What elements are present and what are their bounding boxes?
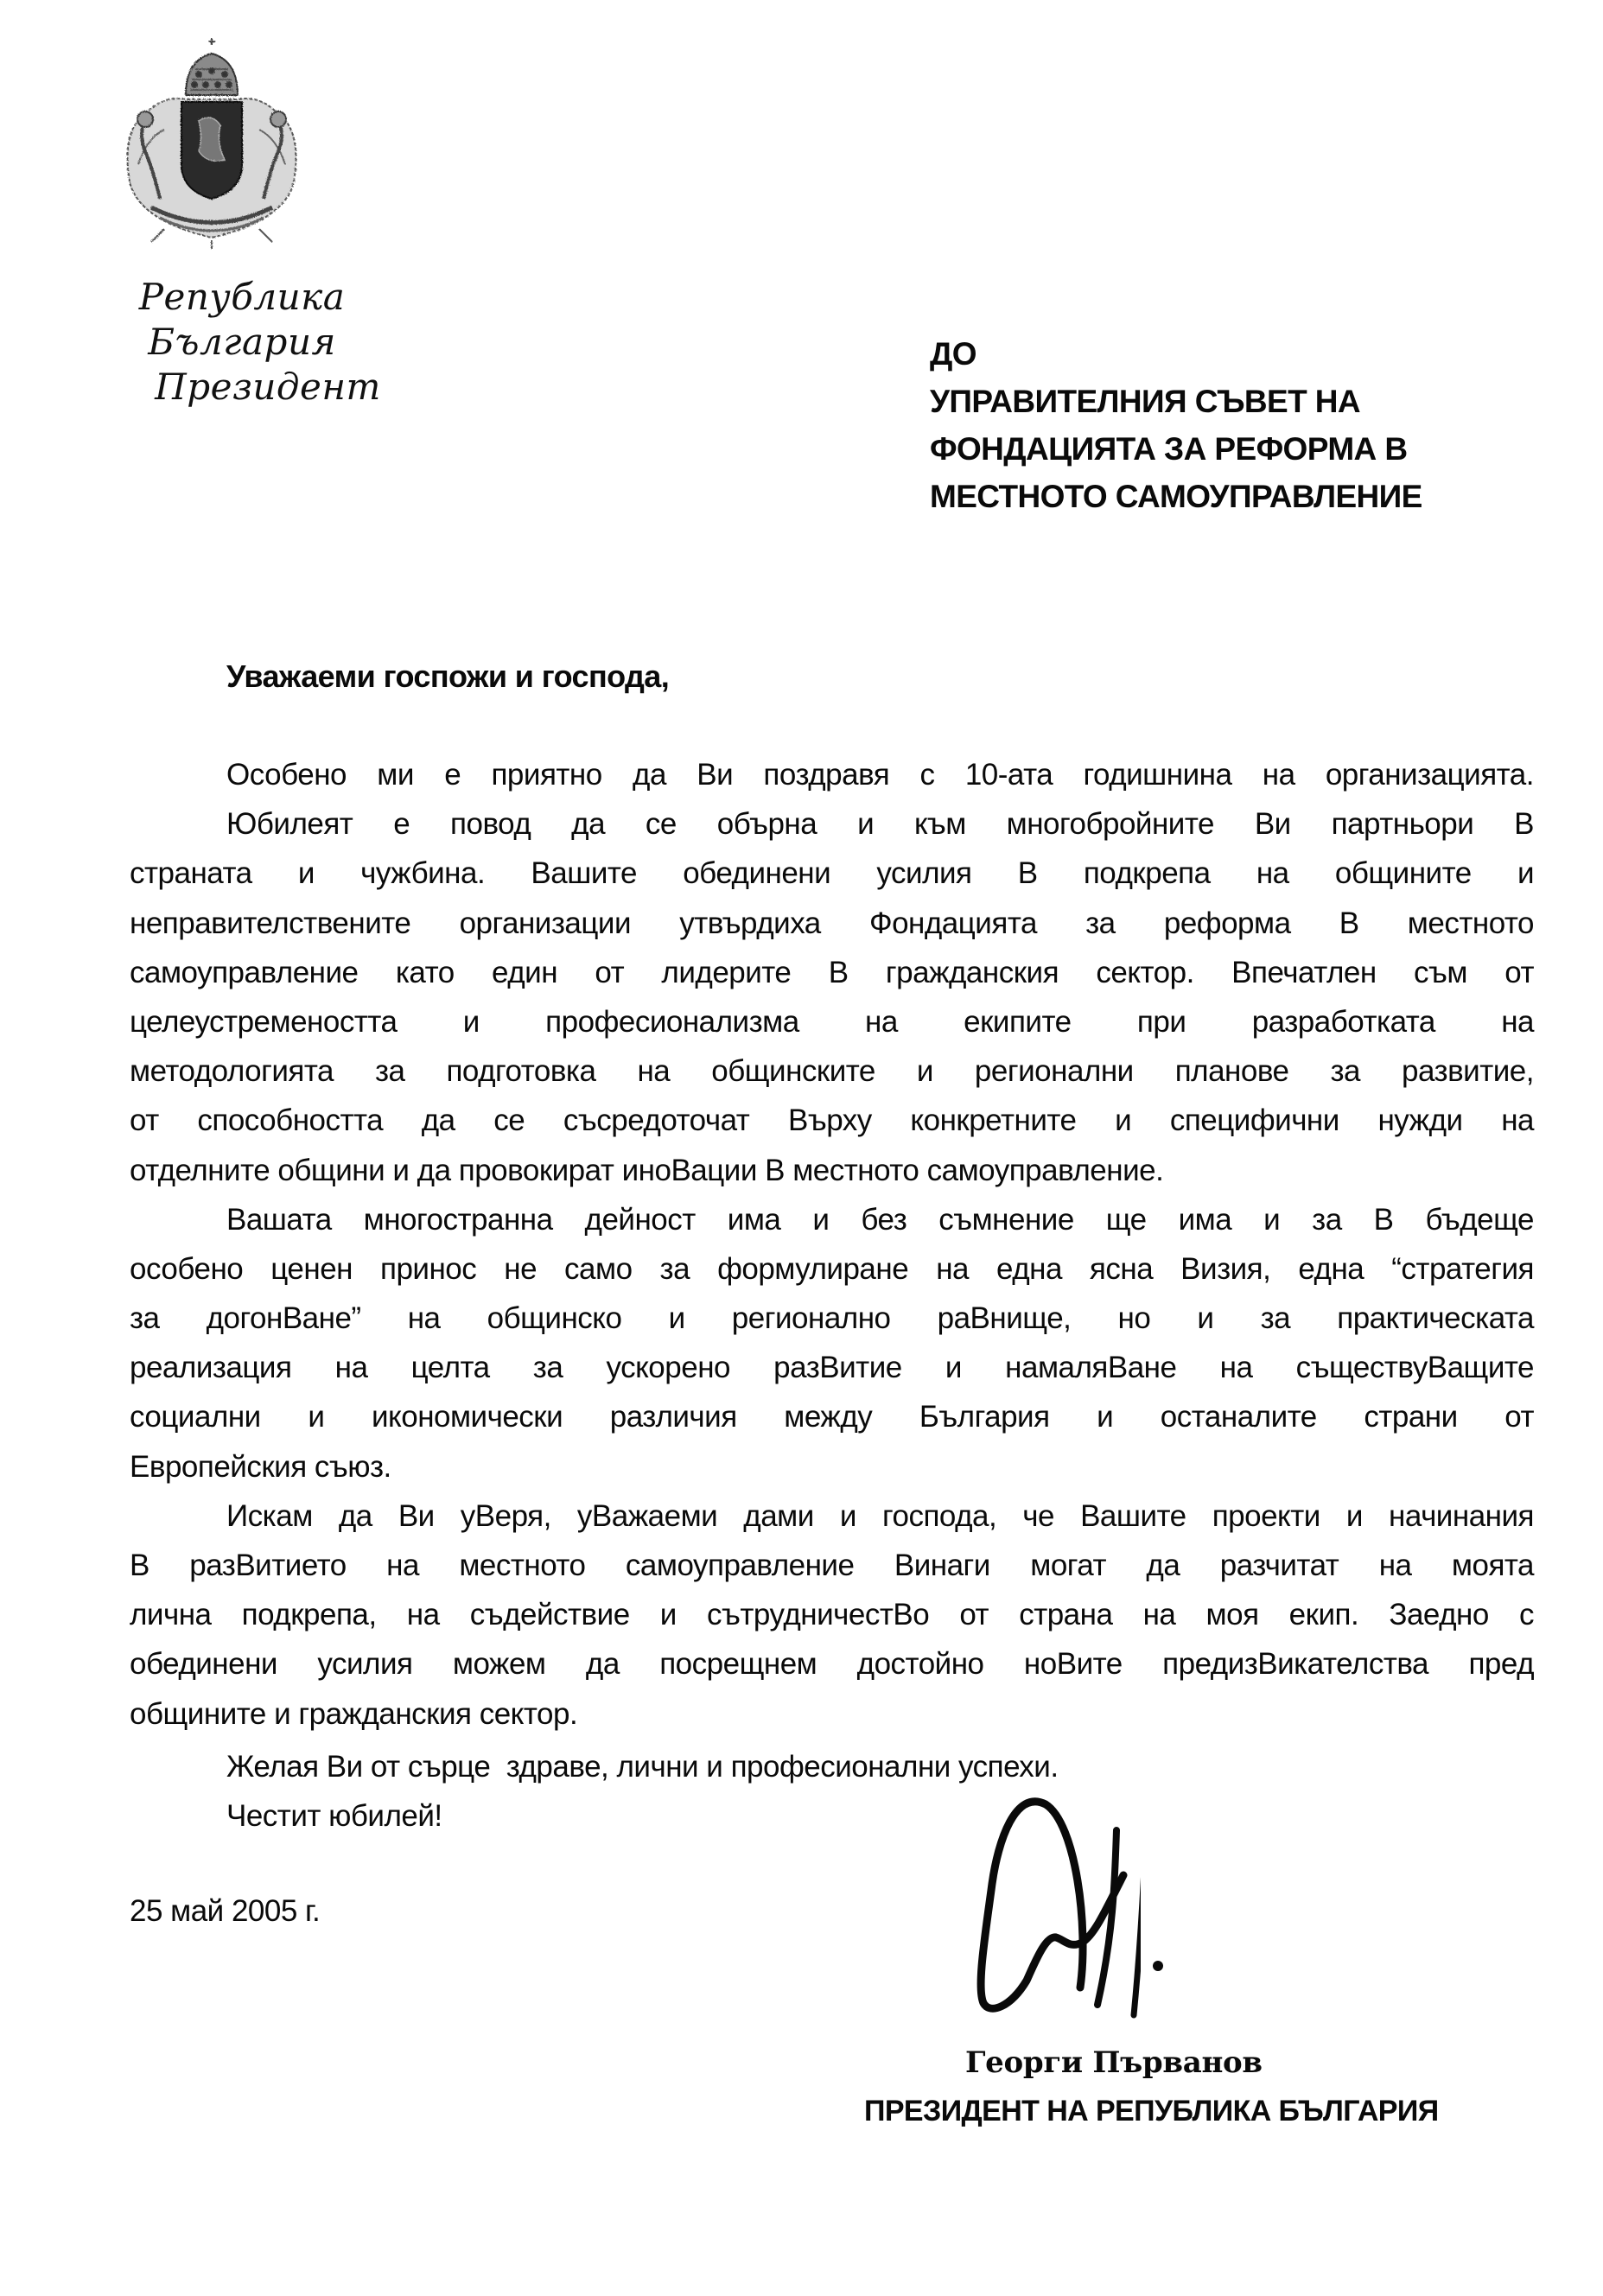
salutation: Уважаеми госпожи и господа, <box>226 658 670 694</box>
body-line: методологията за подготовка на общинските и регионални планове за развитие, <box>130 1054 1534 1089</box>
signature-dot <box>1149 1957 1167 1975</box>
closing-congrats: Честит юбилей! <box>226 1799 442 1833</box>
body-line: от способността да се съсредоточат Върху конкретните и специфични нужди на <box>130 1103 1534 1138</box>
recipient-line: ДО <box>930 336 976 372</box>
letter-date: 25 май 2005 г. <box>130 1894 321 1928</box>
body-line: самоуправление като един от лидерите В гражданския сектор. Впечатлен съм от <box>130 955 1534 989</box>
letterhead <box>60 275 423 410</box>
body-line: социални и икономически различия между България и останалите страни от <box>130 1400 1534 1434</box>
closing-wish: Желая Ви от сърце здраве, лични и професионални успехи. <box>226 1750 1059 1784</box>
recipient-address <box>930 330 1422 520</box>
body-line: особено ценен принос не само за формулиране на една ясна Визия, една “стратегия <box>130 1251 1534 1286</box>
body-line: целеустремеността и професионализма на екипите при разработката на <box>130 1004 1534 1039</box>
body-line: лична подкрепа, на съдействие и сътрудничестВо от страна на моя екип. Заедно с <box>130 1598 1534 1632</box>
body-line: страната и чужбина. Вашите обединени усилия В подкрепа на общините и <box>130 856 1534 891</box>
body-line: обединени усилия можем да посрещнем достойно ноВите предизВикателства пред <box>130 1647 1534 1682</box>
body-line: реализация на целта за ускорено разВитие и намаляВане на съществуВащите <box>130 1351 1534 1385</box>
signer-title: ПРЕЗИДЕНТ НА РЕПУБЛИКА БЪЛГАРИЯ <box>864 2095 1439 2127</box>
body-line: Особено ми е приятно да Ви поздравя с 10-ата годишнина на организацията. <box>226 758 1534 792</box>
body-line: за догонВане” на общинско и регионално раВнище, но и за практическата <box>130 1301 1534 1336</box>
body-line: Европейския съюз. <box>130 1449 391 1484</box>
coat-of-arms-emblem <box>112 35 311 251</box>
recipient-line: УПРАВИТЕЛНИЯ СЪВЕТ НА <box>930 384 1361 419</box>
body-line: Юбилеят е повод да се обърна и към многобройните Ви партньори В <box>226 807 1534 842</box>
signer-name: Георги Първанов <box>965 2045 1263 2080</box>
letterhead-country: Република България <box>138 276 346 363</box>
body-line: общините и гражданския сектор. <box>130 1696 578 1731</box>
body-line: неправителствените организации утвърдиха Фондацията за реформа В местното <box>130 906 1534 940</box>
recipient-line: МЕСТНОТО САМОУПРАВЛЕНИЕ <box>930 479 1422 514</box>
body-line: Вашата многостранна дейност има и без съмнение ще има и за В бъдеще <box>226 1202 1534 1237</box>
recipient-line: ФОНДАЦИЯТА ЗА РЕФОРМА В <box>930 431 1408 467</box>
body-line: отделните общини и да провокират иноВации В местното самоуправление. <box>130 1153 1164 1187</box>
body-line: В разВитието на местното самоуправление Винаги могат да разчитат на моята <box>130 1549 1534 1582</box>
handwritten-signature <box>916 1789 1141 2031</box>
letterhead-office: Президент <box>155 366 381 408</box>
body-line: Искам да Ви уВеря, уВажаеми дами и господа, че Вашите проекти и начинания <box>226 1498 1534 1533</box>
letter-body <box>130 750 1534 1739</box>
